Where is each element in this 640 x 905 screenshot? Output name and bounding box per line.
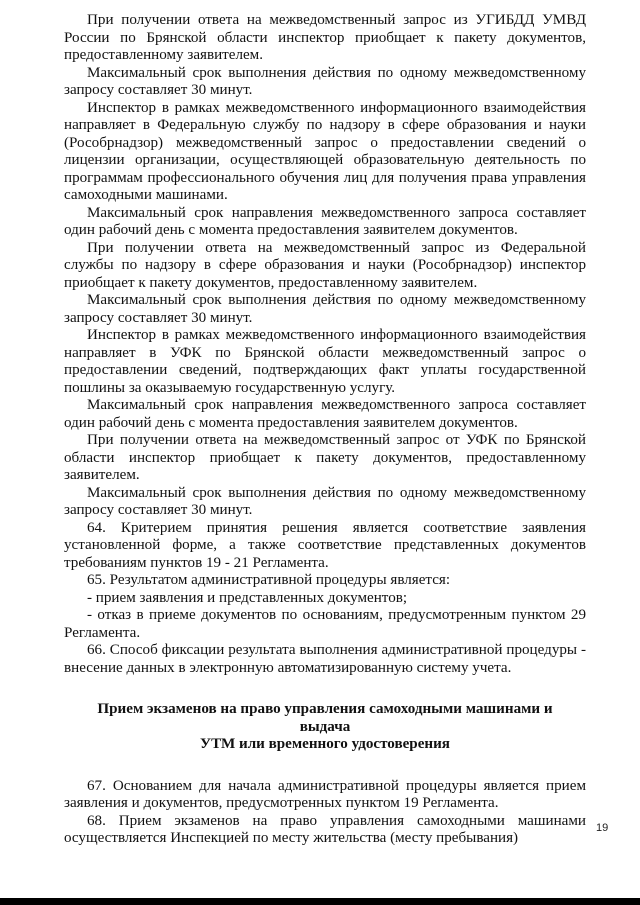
paragraph-68: 68. Прием экзаменов на право управления самоходными машинами осуществляется Инспекцией по месту жительства (месту пребывания) <box>64 812 586 846</box>
paragraph: Инспектор в рамках межведомственного информационного взаимодействия направляет в УФК по Брянской области межведомственный запрос о предоставлении сведений, подтверждающих факт уплаты государственной пошлины за оказываемую государственную услугу. <box>64 327 586 396</box>
paragraph: Максимальный срок выполнения действия по одному межведомственному запросу составляет 30 минут. <box>64 64 586 98</box>
paragraph: При получении ответа на межведомственный запрос из УГИБДД УМВД России по Брянской области инспектор приобщает к пакету документов, предоставленному заявителем. <box>64 12 586 63</box>
paragraph-64: 64. Критерием принятия решения является соответствие заявления установленной форме, а также соответствие представленных документов требованиям пунктов 19 - 21 Регламента. <box>64 519 586 571</box>
heading-line: Прием экзаменов на право управления самоходными машинами и <box>97 701 553 717</box>
paragraph: При получении ответа на межведомственный запрос от УФК по Брянской области инспектор приобщает к пакету документов, предоставленному заявителем. <box>64 432 586 483</box>
paragraph: Максимальный срок выполнения действия по одному межведомственному запросу составляет 30 минут. <box>64 484 586 518</box>
paragraph-65: 65. Результатом административной процедуры является: <box>87 572 451 588</box>
paragraph: Максимальный срок направления межведомственного запроса составляет один рабочий день с момента предоставления заявителем документов. <box>64 397 586 431</box>
paragraph-67: 67. Основанием для начала административной процедуры является прием заявления и документов, предусмотренных пунктом 19 Регламента. <box>64 777 586 811</box>
section-heading <box>64 701 586 754</box>
paragraph: Максимальный срок направления межведомственного запроса составляет один рабочий день с момента предоставления заявителем документов. <box>64 204 586 238</box>
list-item: - отказ в приеме документов по основаниям, предусмотренным пунктом 29 Регламента. <box>64 607 586 641</box>
document-page <box>64 12 586 848</box>
list-item: - прием заявления и представленных документов; <box>87 589 408 606</box>
paragraph: Инспектор в рамках межведомственного информационного взаимодействия направляет в Федеральную службу по надзору в сфере образования и науки (Рособрнадзор) межведомственный запрос о предоставлении сведений о лицензии организации, осуществляющей образовательную деятельность по программам профессионального обучения лиц для получения права управления самоходными машинами. <box>64 99 586 203</box>
heading-line: выдача <box>299 718 351 735</box>
paragraph: Максимальный срок выполнения действия по одному межведомственному запросу составляет 30 минут. <box>64 292 586 326</box>
heading-line: УТМ или временного удостоверения <box>200 736 450 752</box>
scan-edge-bar <box>0 898 640 905</box>
paragraph-66: 66. Способ фиксации результата выполнения административной процедуры - внесение данных в электронную автоматизированную систему учета. <box>64 642 586 676</box>
page-number: 19 <box>596 822 609 834</box>
paragraph: При получении ответа на межведомственный запрос из Федеральной службы по надзору в сфере образования и науки (Рособрнадзор) инспектор приобщает к пакету документов, предоставленному заявителем. <box>64 239 586 291</box>
